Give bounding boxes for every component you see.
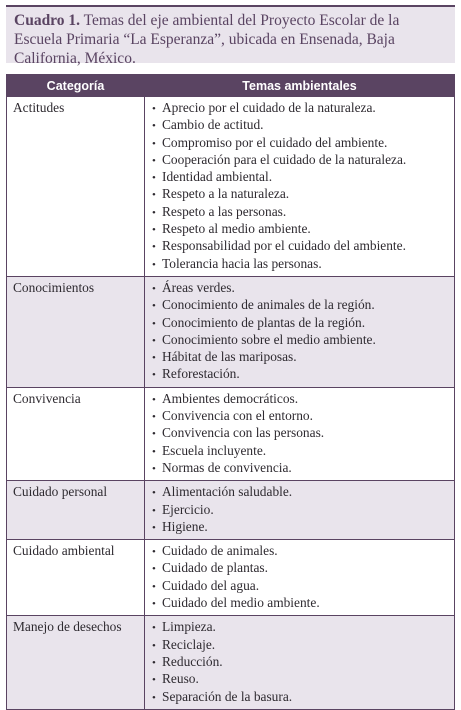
list-item bbox=[152, 297, 454, 314]
table-header-row bbox=[7, 75, 455, 97]
list-item bbox=[152, 238, 454, 255]
bullet-icon: • bbox=[152, 241, 156, 254]
topics-cell bbox=[145, 276, 455, 387]
topic-text: Cuidado del medio ambiente. bbox=[162, 595, 320, 611]
list-item bbox=[152, 689, 454, 706]
topic-text: Normas de convivencia. bbox=[162, 459, 292, 475]
list-item bbox=[152, 221, 454, 238]
list-item bbox=[152, 349, 454, 366]
topic-text: Cuidado del agua. bbox=[162, 577, 260, 593]
bullet-icon: • bbox=[152, 172, 156, 185]
topic-text: Tolerancia hacia las personas. bbox=[162, 255, 322, 271]
topic-text: Respeto a las personas. bbox=[162, 203, 287, 219]
bullet-icon: • bbox=[152, 563, 156, 576]
bullet-icon: • bbox=[152, 598, 156, 611]
bullet-icon: • bbox=[152, 137, 156, 150]
topic-text: Responsabilidad por el cuidado del ambiente. bbox=[162, 238, 406, 254]
header-category: Categoría bbox=[7, 75, 145, 97]
table-row bbox=[7, 276, 455, 387]
category-cell: Actitudes bbox=[7, 97, 145, 277]
bullet-icon: • bbox=[152, 445, 156, 458]
list-item bbox=[152, 204, 454, 221]
list-item bbox=[152, 332, 454, 349]
list-item bbox=[152, 366, 454, 383]
list-item bbox=[152, 519, 454, 536]
topics-cell bbox=[145, 97, 455, 277]
list-item bbox=[152, 315, 454, 332]
list-item bbox=[152, 443, 454, 460]
list-item bbox=[152, 135, 454, 152]
bullet-icon: • bbox=[152, 369, 156, 382]
topic-text: Higiene. bbox=[162, 518, 208, 534]
topic-text: Reducción. bbox=[162, 653, 223, 669]
topic-text: Reforestación. bbox=[162, 366, 240, 382]
bullet-icon: • bbox=[152, 282, 156, 295]
category-cell: Conocimientos bbox=[7, 276, 145, 387]
topic-text: Separación de la basura. bbox=[162, 688, 293, 704]
list-item bbox=[152, 484, 454, 501]
bullet-icon: • bbox=[152, 352, 156, 365]
topic-text: Reciclaje. bbox=[162, 636, 216, 652]
table-row bbox=[7, 387, 455, 480]
bullet-icon: • bbox=[152, 622, 156, 635]
bullet-icon: • bbox=[152, 206, 156, 219]
bullet-icon: • bbox=[152, 504, 156, 517]
topic-text: Respeto a la naturaleza. bbox=[162, 186, 290, 202]
topic-text: Reuso. bbox=[162, 671, 199, 687]
table-caption bbox=[6, 5, 455, 67]
list-item bbox=[152, 460, 454, 477]
bullet-icon: • bbox=[152, 691, 156, 704]
topic-text: Escuela incluyente. bbox=[162, 442, 267, 458]
list-item bbox=[152, 186, 454, 203]
bullet-icon: • bbox=[152, 656, 156, 669]
table-row bbox=[7, 616, 455, 709]
caption-text: Temas del eje ambiental del Proyecto Escolar de la Escuela Primaria “La Esperanza”, ubicada en Ensenada, Baja California, México. bbox=[14, 12, 400, 67]
topic-text: Identidad ambiental. bbox=[162, 169, 273, 185]
bullet-icon: • bbox=[152, 462, 156, 475]
topic-text: Hábitat de las mariposas. bbox=[162, 349, 297, 365]
list-item bbox=[152, 578, 454, 595]
table-row bbox=[7, 481, 455, 540]
topics-cell bbox=[145, 616, 455, 709]
bullet-icon: • bbox=[152, 300, 156, 313]
bullet-icon: • bbox=[152, 317, 156, 330]
category-cell: Convivencia bbox=[7, 387, 145, 480]
topic-text: Convivencia con el entorno. bbox=[162, 408, 313, 424]
list-item bbox=[152, 391, 454, 408]
list-item bbox=[152, 152, 454, 169]
topics-list bbox=[145, 484, 454, 536]
bullet-icon: • bbox=[152, 428, 156, 441]
list-item bbox=[152, 595, 454, 612]
bullet-icon: • bbox=[152, 393, 156, 406]
bullet-icon: • bbox=[152, 674, 156, 687]
table-body bbox=[7, 97, 455, 710]
bullet-icon: • bbox=[152, 224, 156, 237]
environmental-topics-table bbox=[6, 74, 455, 710]
topic-text: Conocimiento sobre el medio ambiente. bbox=[162, 331, 376, 347]
topic-text: Alimentación saludable. bbox=[162, 484, 293, 500]
topic-text: Cambio de actitud. bbox=[162, 117, 264, 133]
bullet-icon: • bbox=[152, 580, 156, 593]
list-item bbox=[152, 117, 454, 134]
topics-list bbox=[145, 543, 454, 612]
topic-text: Respeto al medio ambiente. bbox=[162, 221, 311, 237]
list-item bbox=[152, 671, 454, 688]
topic-text: Cuidado de plantas. bbox=[162, 560, 268, 576]
bullet-icon: • bbox=[152, 546, 156, 559]
topic-text: Cooperación para el cuidado de la naturaleza. bbox=[162, 151, 407, 167]
topic-text: Cuidado de animales. bbox=[162, 543, 278, 559]
list-item bbox=[152, 169, 454, 186]
list-item bbox=[152, 408, 454, 425]
bullet-icon: • bbox=[152, 189, 156, 202]
topic-text: Conocimiento de animales de la región. bbox=[162, 297, 375, 313]
topic-text: Ejercicio. bbox=[162, 501, 214, 517]
category-cell: Manejo de desechos bbox=[7, 616, 145, 709]
topics-cell bbox=[145, 540, 455, 616]
category-cell: Cuidado personal bbox=[7, 481, 145, 540]
bullet-icon: • bbox=[152, 103, 156, 115]
topic-text: Aprecio por el cuidado de la naturaleza. bbox=[162, 100, 376, 115]
topic-text: Áreas verdes. bbox=[162, 279, 235, 295]
topic-text: Limpieza. bbox=[162, 619, 216, 635]
bullet-icon: • bbox=[152, 521, 156, 534]
topic-text: Convivencia con las personas. bbox=[162, 425, 325, 441]
list-item bbox=[152, 100, 454, 117]
bullet-icon: • bbox=[152, 639, 156, 652]
list-item bbox=[152, 619, 454, 636]
topic-text: Conocimiento de plantas de la región. bbox=[162, 314, 366, 330]
list-item bbox=[152, 654, 454, 671]
list-item bbox=[152, 637, 454, 654]
header-topics: Temas ambientales bbox=[145, 75, 455, 97]
caption-label: Cuadro 1. bbox=[14, 12, 81, 29]
topics-list bbox=[145, 100, 454, 273]
bullet-icon: • bbox=[152, 258, 156, 271]
bullet-icon: • bbox=[152, 487, 156, 500]
topics-cell bbox=[145, 481, 455, 540]
bullet-icon: • bbox=[152, 154, 156, 167]
bullet-icon: • bbox=[152, 411, 156, 424]
list-item bbox=[152, 543, 454, 560]
list-item bbox=[152, 280, 454, 297]
list-item bbox=[152, 560, 454, 577]
list-item bbox=[152, 256, 454, 273]
topic-text: Compromiso por el cuidado del ambiente. bbox=[162, 134, 388, 150]
topic-text: Ambientes democráticos. bbox=[162, 390, 299, 406]
topics-list bbox=[145, 391, 454, 477]
bullet-icon: • bbox=[152, 334, 156, 347]
list-item bbox=[152, 425, 454, 442]
list-item bbox=[152, 502, 454, 519]
topics-list bbox=[145, 280, 454, 384]
table-row bbox=[7, 97, 455, 277]
bullet-icon: • bbox=[152, 120, 156, 133]
table-row bbox=[7, 540, 455, 616]
category-cell: Cuidado ambiental bbox=[7, 540, 145, 616]
topics-list bbox=[145, 619, 454, 705]
topics-cell bbox=[145, 387, 455, 480]
